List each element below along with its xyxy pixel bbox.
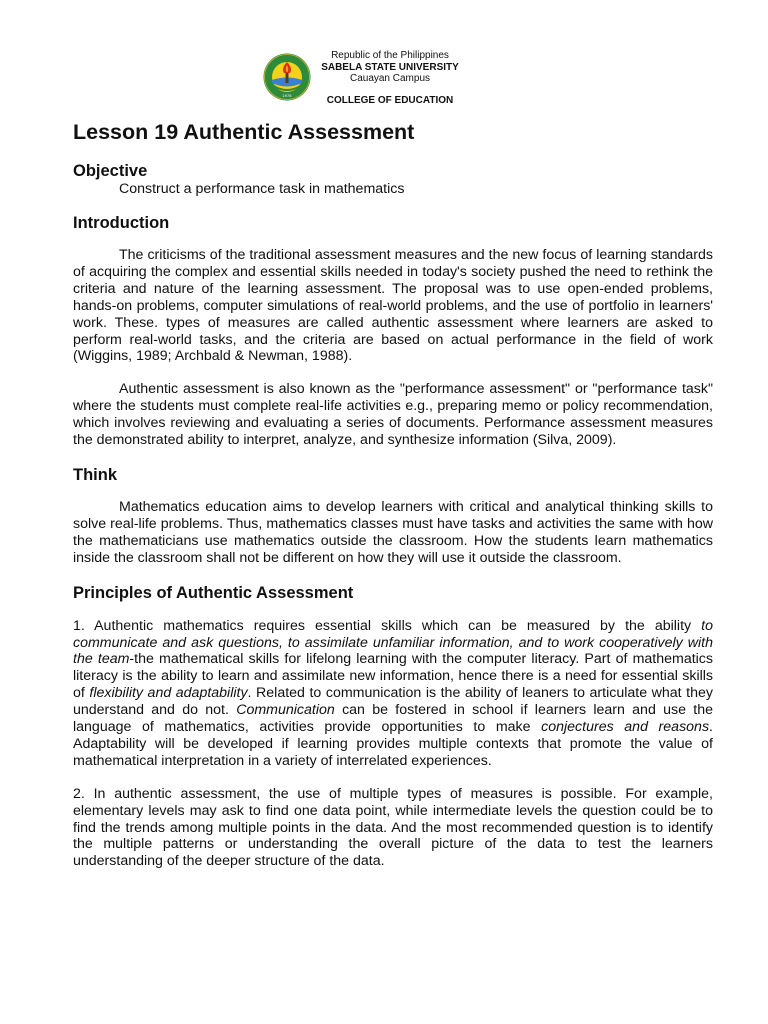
principle-item-2: 2. In authentic assessment, the use of multiple types of measures is possible. For example, elementary levels may ask to find one data point, while intermediate levels the question could be to find the trends among multiple points in the data. And the most recommended question is to identify the multiple patterns or understanding the overall picture of the data to test the learners understanding of the deeper structure of the data. xyxy=(73,785,713,870)
think-paragraph: Mathematics education aims to develop learners with critical and analytical thinking skills to solve real-life problems. Thus, mathematics classes must have tasks and activities the same with how the mathematicians use mathematics outside the classroom. How the students learn mathematics inside the classroom shall not be different on how they will use it outside the classroom. xyxy=(73,498,713,566)
college-name: COLLEGE OF EDUCATION xyxy=(326,94,454,106)
objective-text: Construct a performance task in mathematics xyxy=(119,181,405,197)
campus-name: Cauayan Campus xyxy=(349,73,431,84)
university-seal-icon xyxy=(263,53,311,101)
lesson-title: Lesson 19 Authentic Assessment xyxy=(73,120,415,144)
institution-info xyxy=(310,50,470,106)
document-body xyxy=(73,118,713,870)
introduction-paragraph-2: Authentic assessment is also known as the "performance assessment" or "performance task" where the students must complete real-life activities e.g., preparing memo or policy recommendation, which involves reviewing and evaluating a series of documents. Performance assessment measures the demonstrated ability to interpret, analyze, and synthesize information (Silva, 2009). xyxy=(73,381,713,449)
principle-1-emphasis: flexibility and adaptability xyxy=(89,685,248,702)
objective-heading: Objective xyxy=(73,162,148,180)
principle-1-text: . Adaptability will be developed if learning provides multiple contexts that promote the value of mathematical interpretation in a variety of interrelated experiences. xyxy=(73,719,713,769)
think-heading: Think xyxy=(73,465,117,484)
principle-1-text: 1. Authentic mathematics requires essential skills which can be measured by the ability xyxy=(73,617,702,634)
svg-text:1978: 1978 xyxy=(282,93,292,98)
republic-line: Republic of the Philippines xyxy=(331,50,449,61)
principle-1-emphasis: conjectures and reasons xyxy=(541,719,710,736)
principle-1-text: -the mathematical skills for lifelong learning with the computer literacy. Part of mathematics literacy is the ability to learn and assimilate new information, hence there is a need for essential skills of xyxy=(73,651,713,702)
principle-1-text: . Related to communication is the ability of leaners to articulate what they understand and do not. xyxy=(73,685,713,719)
introduction-paragraph-1: The criticisms of the traditional assessment measures and the new focus of learning standards of acquiring the complex and essential skills needed in today's society pushed the need to rethink the criteria and nature of the learning assessment. The proposal was to use open-ended problems, hands-on problems, computer simulations of real-world problems, and the use of portfolio in learners' work. These. types of measures are called authentic assessment where learners are asked to perform real-world tasks, and the criteria are based on actual performance in the field of work (Wiggins, 1989; Archbald & Newman, 1988). xyxy=(73,247,713,365)
document-header xyxy=(0,50,768,110)
principle-1-text: can be fostered in school if learners learn and use the language of mathematics, activities provide opportunities to make xyxy=(73,702,713,736)
principle-item-1 xyxy=(73,618,713,770)
principle-1-emphasis: to communicate and ask questions, to assimilate unfamiliar information, and to work cooperatively with the team xyxy=(73,617,713,668)
university-name: SABELA STATE UNIVERSITY xyxy=(321,61,459,73)
principle-1-emphasis: Communication xyxy=(236,702,335,719)
introduction-heading: Introduction xyxy=(73,214,170,232)
principles-heading: Principles of Authentic Assessment xyxy=(73,583,354,602)
